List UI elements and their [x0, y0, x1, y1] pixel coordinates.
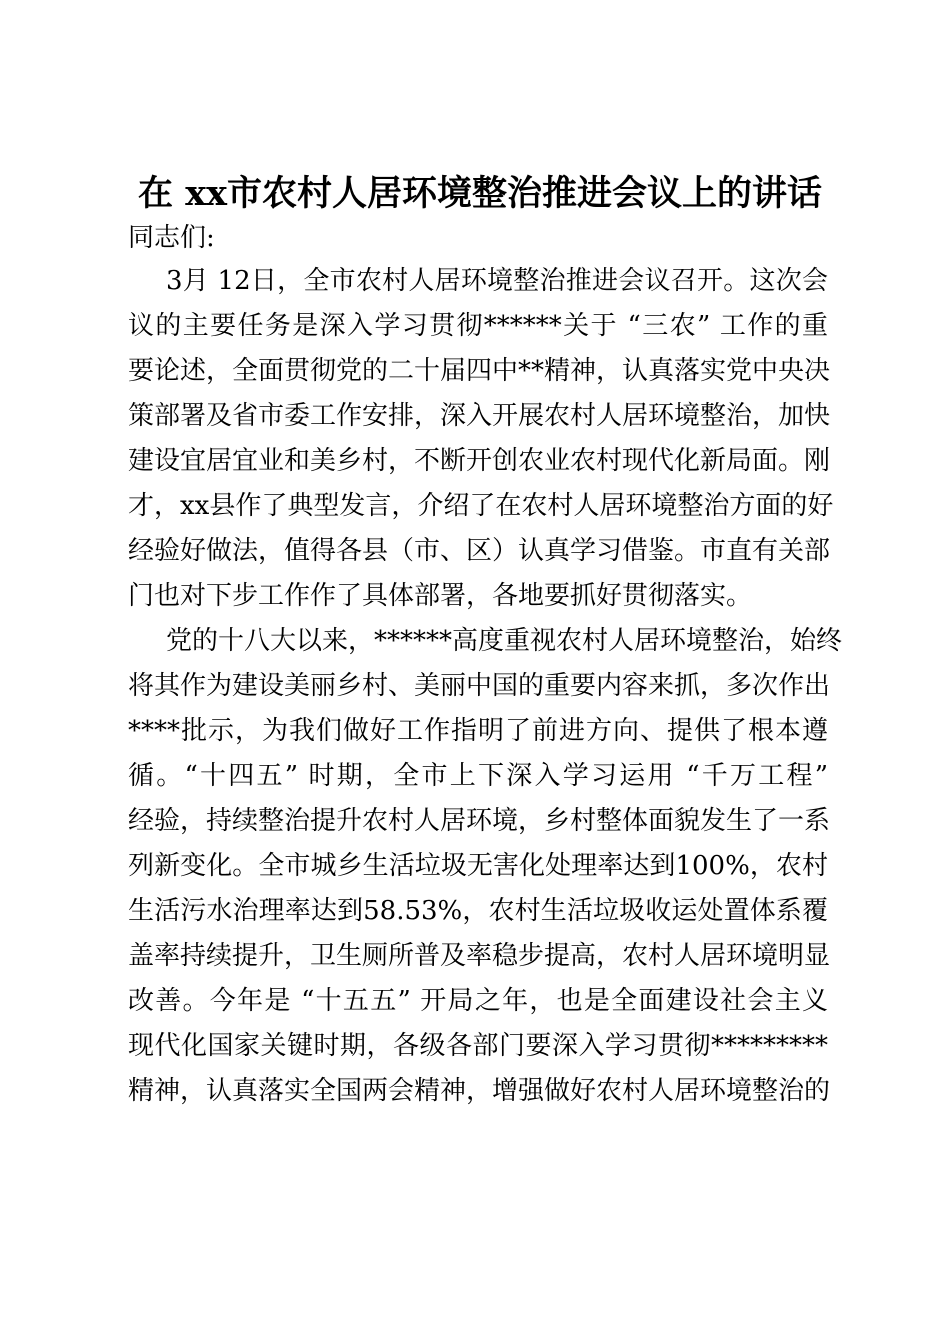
paragraph-line: 改善。今年是 “十五五” 开局之年，也是全面建设社会主义 — [128, 986, 828, 1016]
paragraph-line: 要论述，全面贯彻党的二十届四中**精神，认真落实党中央决 — [128, 356, 831, 386]
paragraph-line: 将其作为建设美丽乡村、美丽中国的重要内容来抓，多次作出 — [128, 671, 831, 701]
paragraph-line: 3月 12日，全市农村人居环境整治推进会议召开。这次会 — [166, 266, 828, 296]
paragraph-line: 生活污水治理率达到58.53%，农村生活垃圾收运处置体系覆 — [128, 896, 828, 926]
paragraph-line: 经验好做法，值得各县（市、区）认真学习借鉴。市直有关部 — [128, 536, 831, 566]
paragraph-line: ****批示，为我们做好工作指明了前进方向、提供了根本遵 — [128, 716, 828, 746]
paragraph-line: 才，xx县作了典型发言，介绍了在农村人居环境整治方面的好 — [128, 491, 834, 521]
paragraph-line: 经验，持续整治提升农村人居环境，乡村整体面貌发生了一系 — [128, 806, 831, 836]
paragraph-line: 党的十八大以来，******高度重视农村人居环境整治，始终 — [166, 626, 843, 656]
paragraph-line: 建设宜居宜业和美乡村，不断开创农业农村现代化新局面。刚 — [128, 446, 831, 476]
salutation: 同志们: — [128, 223, 215, 253]
document-title: 在 xx市农村人居环境整治推进会议上的讲话 — [138, 173, 822, 214]
paragraph-line: 议的主要任务是深入学习贯彻******关于 “三农” 工作的重 — [128, 311, 828, 341]
paragraph-line: 策部署及省市委工作安排，深入开展农村人居环境整治，加快 — [128, 401, 831, 431]
paragraph-line: 精神，认真落实全国两会精神，增强做好农村人居环境整治的 — [128, 1076, 831, 1106]
paragraph-line: 列新变化。全市城乡生活垃圾无害化处理率达到100%，农村 — [128, 851, 828, 881]
paragraph-line: 门也对下步工作作了具体部署，各地要抓好贯彻落实。 — [128, 581, 753, 611]
paragraph-line: 盖率持续提升，卫生厕所普及率稳步提高，农村人居环境明显 — [128, 941, 831, 971]
paragraph-line: 现代化国家关键时期，各级各部门要深入学习贯彻********* — [128, 1031, 828, 1061]
paragraph-line: 循。“十四五” 时期，全市上下深入学习运用 “千万工程” — [128, 761, 828, 791]
